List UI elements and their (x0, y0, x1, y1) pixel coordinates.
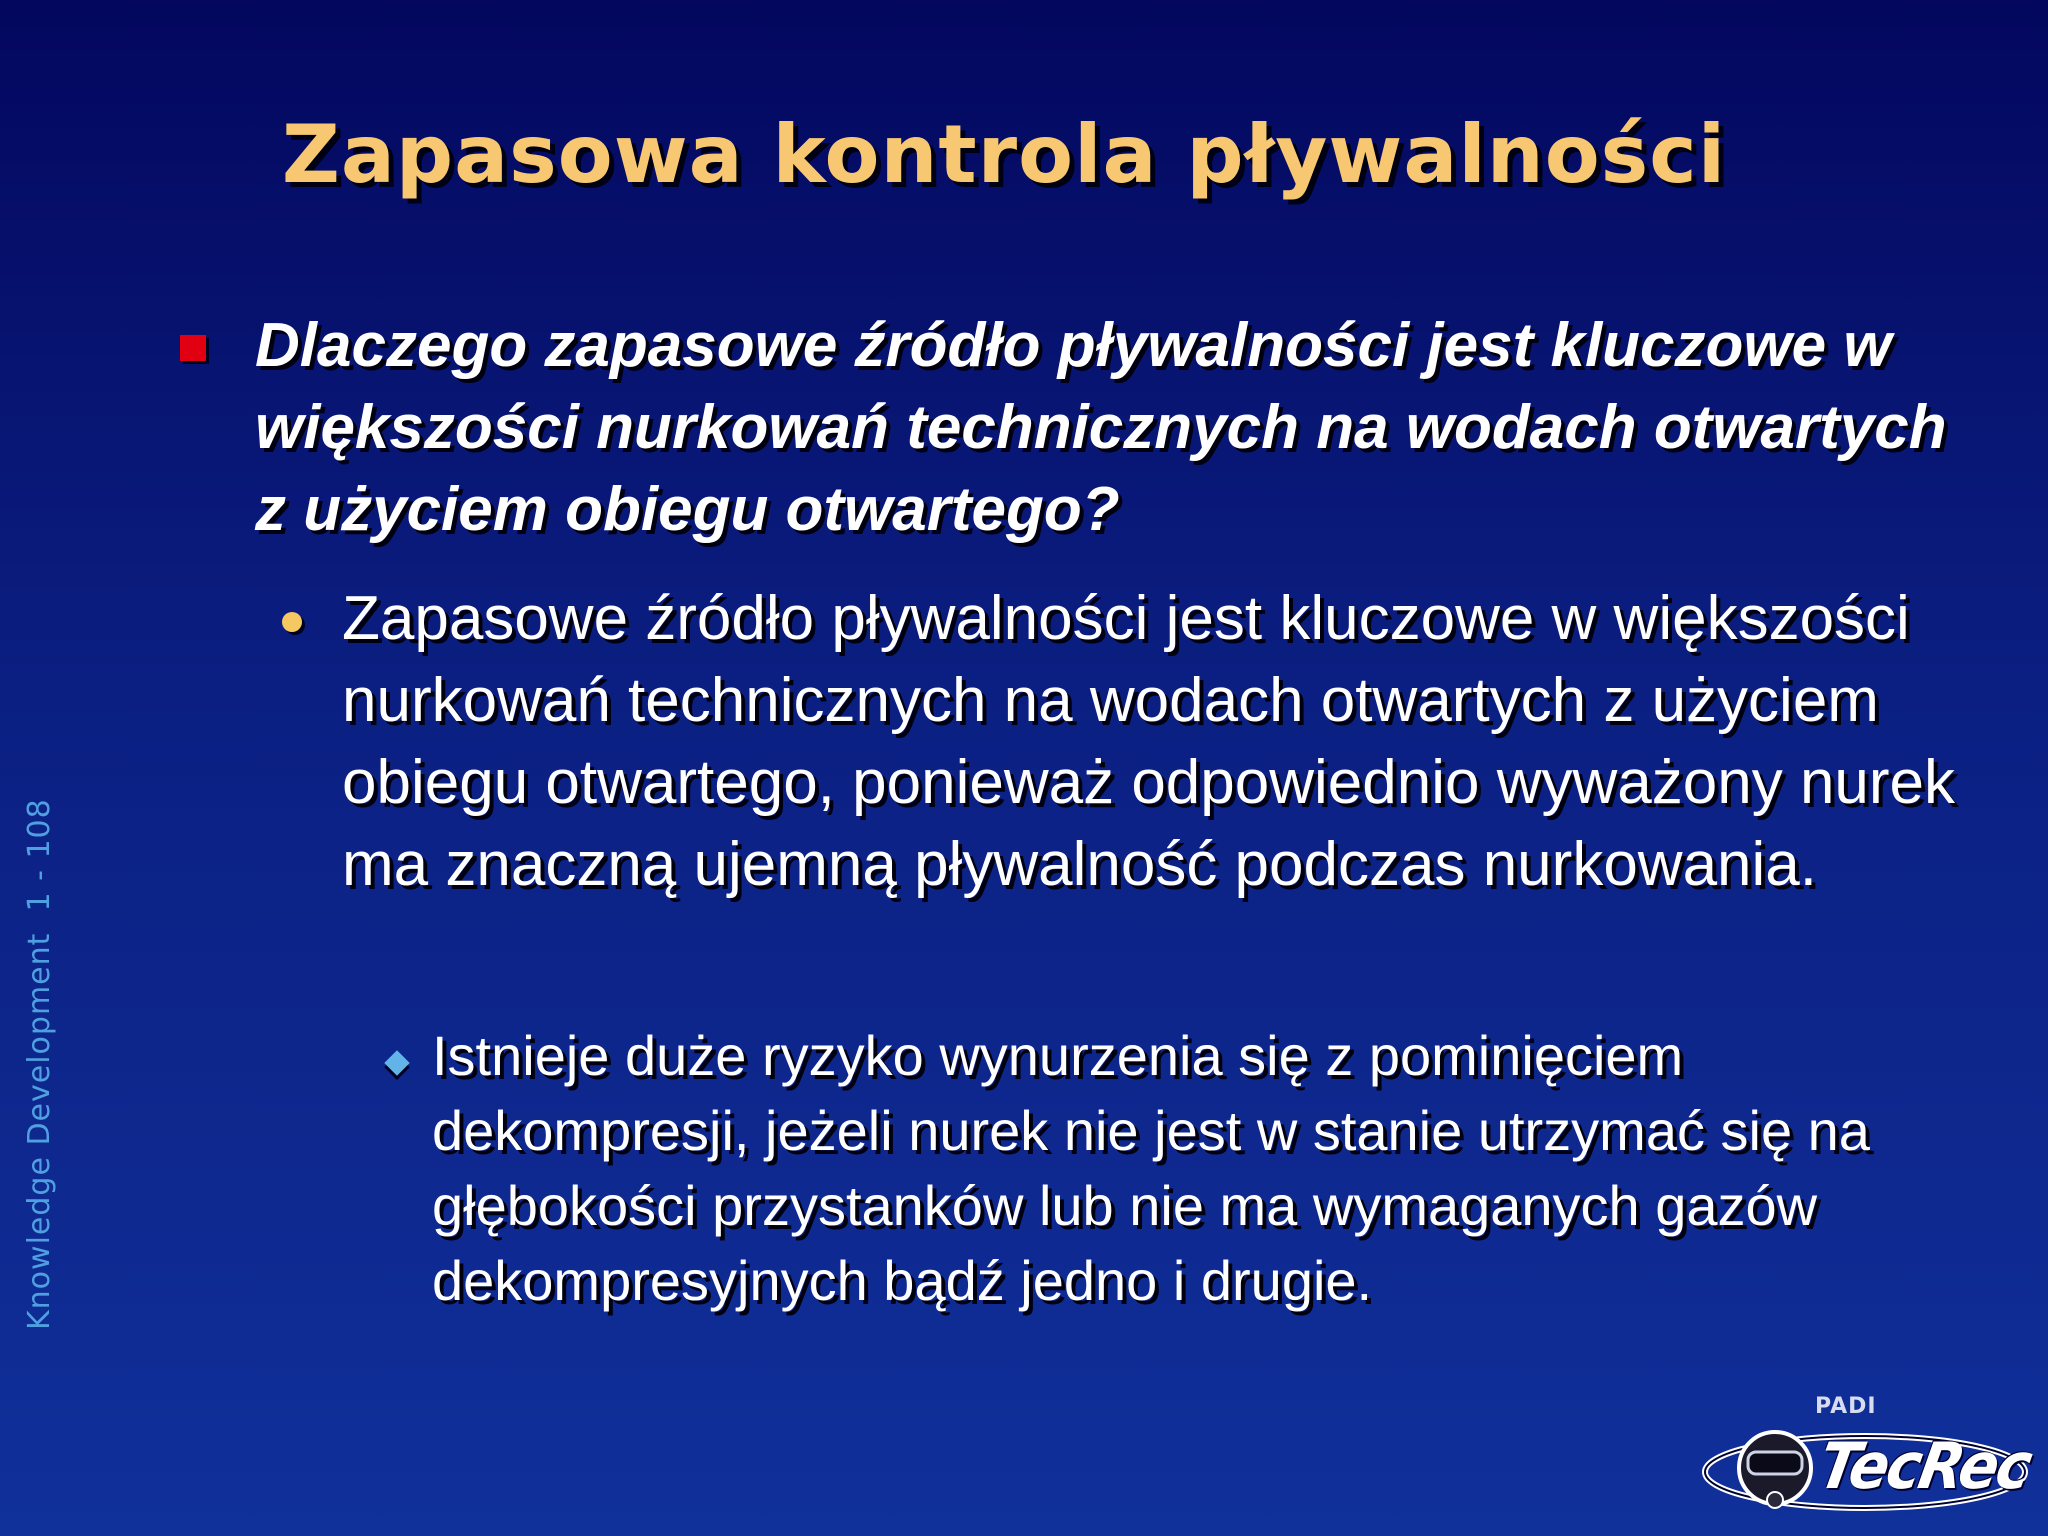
slide-title: Zapasowa kontrola pływalności (281, 108, 1727, 201)
square-bullet-icon (180, 335, 206, 361)
bullet-level1-text: Dlaczego zapasowe źródło pływalności jest kluczowe w większości nurkowań technicznych na wodach otwartych z użyciem obiegu otwartego? (255, 311, 1947, 544)
side-label: Knowledge Development 1 - 108 (22, 798, 57, 1330)
round-bullet-icon (282, 612, 302, 632)
bullet-level3-text: Istnieje duże ryzyko wynurzenia się z pominięciem dekompresji, jeżeli nurek nie jest w stanie utrzymać się na głębokości przystanków lub nie ma wymaganych gazów dekompresyjnych bądź jedno i drugie. (432, 1024, 1870, 1312)
logo-tecrec-text: TecRec (1813, 1428, 2036, 1504)
diamond-bullet-icon (384, 1050, 409, 1075)
bullet-level2-text: Zapasowe źródło pływalności jest kluczowe w większości nurkowań technicznych na wodach otwartych z użyciem obiegu otwartego, ponieważ odpowiednio wyważony nurek ma znaczną ujemną pływalność podczas nurkowania. (342, 584, 1956, 899)
logo-padi-text: PADI (1815, 1394, 1877, 1419)
padi-tecrec-logo (1700, 1390, 2036, 1520)
